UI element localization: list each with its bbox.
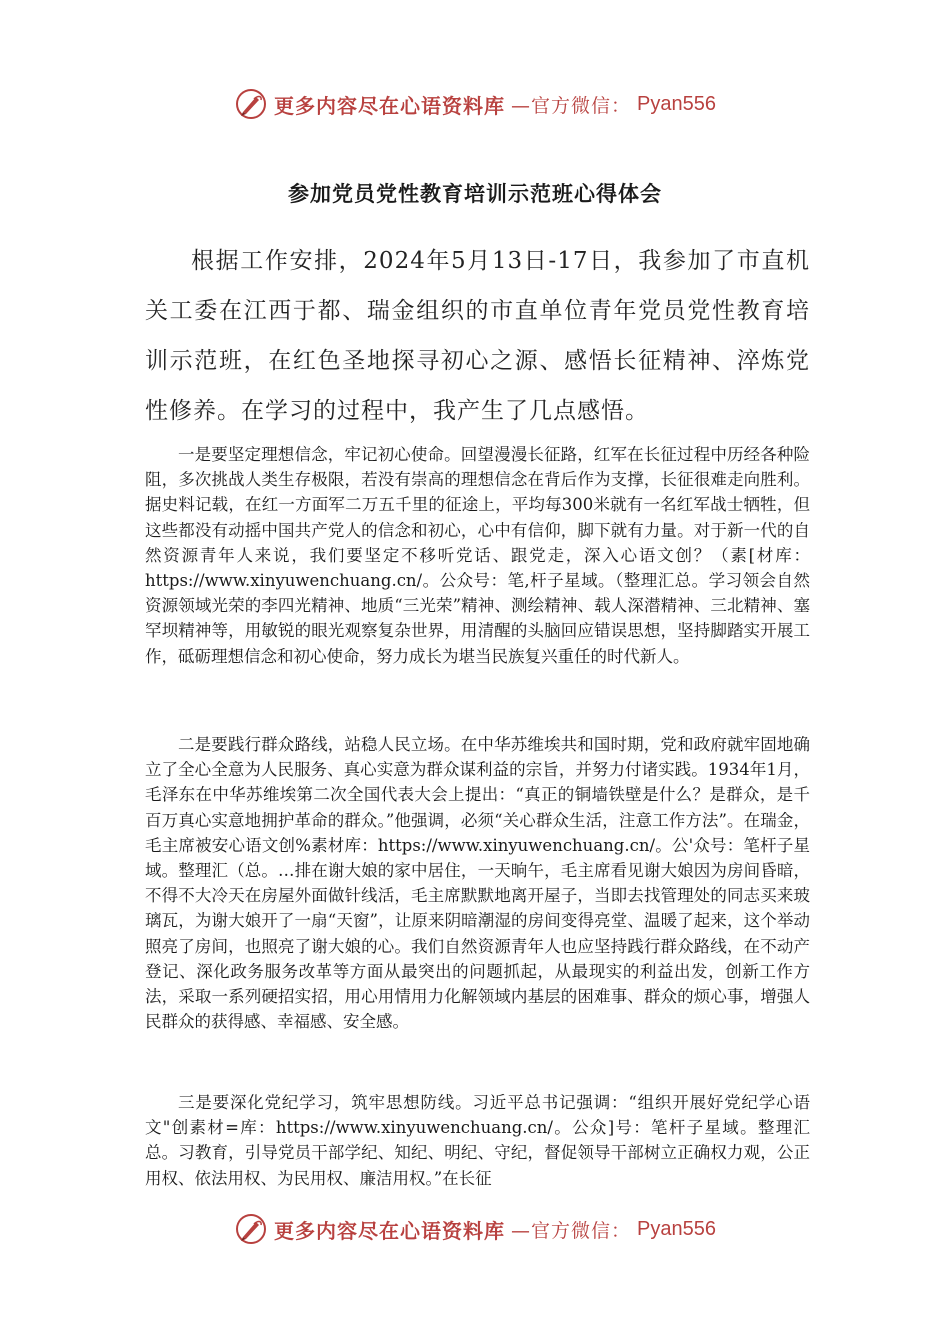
body-paragraph-2: 二是要践行群众路线，站稳人民立场。在中华苏维埃共和国时期，党和政府就牢固地确立了全心全意为人民服务、真心实意为群众谋利益的宗旨，并努力付诸实践。1934年1月，毛泽东在中华苏维埃第二次全国代表大会上提出：“真正的铜墙铁壁是什么？是群众，是千百万真心实意地拥护革命的群众。”他强调，必须“关心群众生活，注意工作方法”。在瑞金，毛主席被安心语文创%素材库：https://www.xinyuwenchuang.cn/。公'众号：笔杆子星域。整理汇（总。…排在谢大娘的家中居住，一天晌午，毛主席看见谢大娘因为房间昏暗，不得不大冷天在房屋外面做针线活，毛主席默默地离开屋子，当即去找管理处的同志买来玻璃瓦，为谢大娘开了一扇“天窗”，让原来阴暗潮湿的房间变得亮堂、温暖了起来，这个举动照亮了房间，也照亮了谢大娘的心。我们自然资源青年人也应坚持践行群众路线，在不动产登记、深化政务服务改革等方面从最突出的问题抓起，从最现实的利益出发，创新工作方法，采取一系列硬招实招，用心用情用力化解领域内基层的困难事、群众的烦心事，增强人民群众的获得感、幸福感、安全感。 (145, 735, 810, 1032)
footer-official-label: —官方微信： (511, 1219, 632, 1242)
header-banner (0, 84, 950, 124)
banner-official-label: —官方微信： (511, 94, 632, 117)
pen-logo-icon (234, 87, 268, 121)
banner-wechat-id: Pyan556 (637, 92, 716, 115)
pen-logo-icon (234, 1212, 268, 1246)
banner-brand-text: 更多内容尽在心语资料库 (274, 93, 505, 118)
document-title: 参加党员党性教育培训示范班心得体会 (288, 182, 662, 206)
intro-paragraph: 根据工作安排，2024年5月13日-17日，我参加了市直机关工委在江西于都、瑞金组织的市直单位青年党员党性教育培训示范班，在红色圣地探寻初心之源、感悟长征精神、淬炼党性修养。在学习的过程中，我产生了几点感悟。 (145, 248, 810, 424)
body-paragraph-1: 一是要坚定理想信念，牢记初心使命。回望漫漫长征路，红军在长征过程中历经各种险阻，多次挑战人类生存极限，若没有崇高的理想信念在背后作为支撑，长征很难走向胜利。据史料记载，在红一方面军二万五千里的征途上，平均每300米就有一名红军战士牺牲，但这些都没有动摇中国共产党人的信念和初心，心中有信仰，脚下就有力量。对于新一代的自然资源青年人来说，我们要坚定不移听党话、跟党走，深入心语文创？（素[材库：https://www.xinyuwenchuang.cn/。公众号：笔,杆子星域。（整理汇总。学习领会自然资源领域光荣的李四光精神、地质“三光荣”精神、测绘精神、载人深潜精神、三北精神、塞罕坝精神等，用敏锐的眼光观察复杂世界，用清醒的头脑回应错误思想，坚持脚踏实开展工作，砥砺理想信念和初心使命，努力成长为堪当民族复兴重任的时代新人。 (145, 445, 810, 666)
footer-brand-text: 更多内容尽在心语资料库 (274, 1218, 505, 1243)
body-paragraph-3: 三是要深化党纪学习，筑牢思想防线。习近平总书记强调：“组织开展好党纪学心语文"创素材=库：https://www.xinyuwenchuang.cn/。公众]号：笔杆子星域。整理汇总。习教育，引导党员干部学纪、知纪、明纪、守纪，督促领导干部树立正确权力观，公正用权、依法用权、为民用权、廉洁用权。”在长征 (145, 1093, 810, 1188)
footer-banner (0, 1209, 950, 1249)
footer-wechat-id: Pyan556 (637, 1217, 716, 1240)
